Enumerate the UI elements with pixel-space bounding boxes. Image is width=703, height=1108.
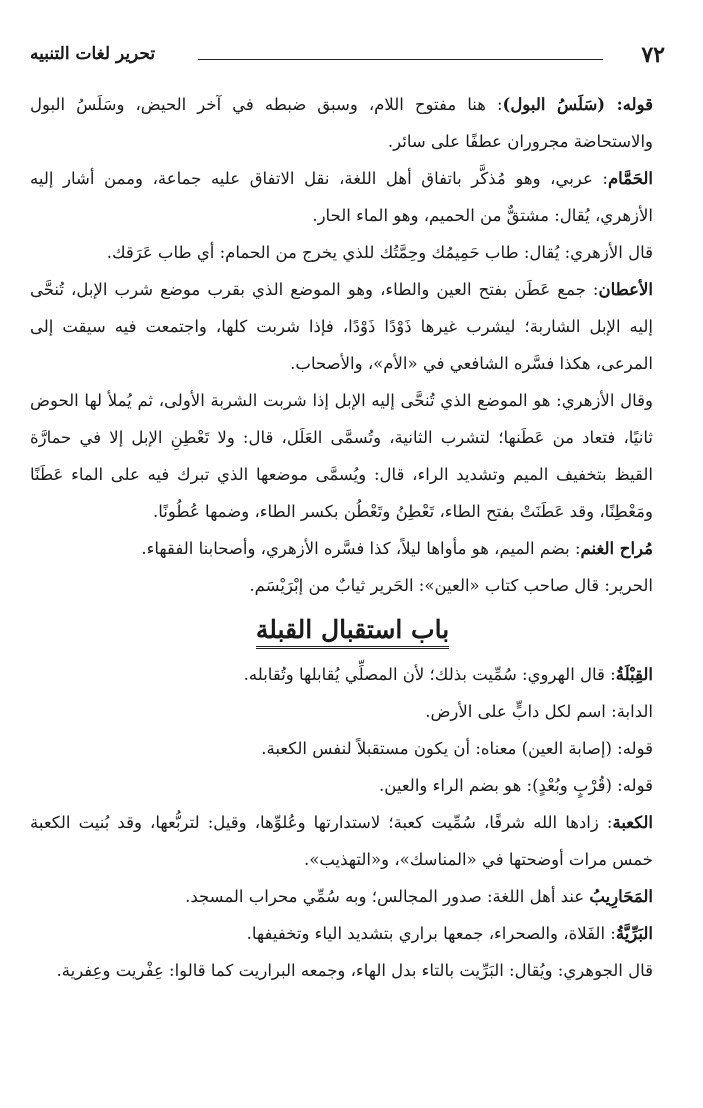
entry-text: قوله: (قُرْبٍ وبُعْدٍ): هو بضم الراء والعين. [379,776,653,795]
entry-text: : جمع عَطَن بفتح العين والطاء، وهو الموضع الذي بقرب موضع شرب الإبل، تُنحَّى إليه الإبل الشاربة؛ ليشرب غيرها ذَوْدًا ذَوْدًا، فإذا شربت كلها، واجتمعت فيه سيقت إلى المرعى، هكذا فسَّره الشافعي في «الأم»، والأصحاب. [30,280,653,373]
entry-term: قوله: (سَلَسُ البول) [502,95,653,114]
paragraph [30,271,675,382]
entry-term: الكعبة [612,813,653,832]
entry-term: القِبْلَةُ [615,665,653,684]
paragraph [30,915,675,952]
entry-text: عند أهل اللغة: صدور المجالس؛ وبه سُمِّي محراب المسجد. [185,887,590,906]
paragraph [30,382,675,530]
entry-text: : قال الهروي: سُمِّيت بذلك؛ لأن المصلِّي يُقابلها وتُقابله. [243,665,616,684]
entry-term: الحَمَّام [607,169,653,188]
paragraph [30,767,675,804]
entry-term: الأعطان [598,280,653,299]
paragraph [30,952,675,989]
page-header [30,42,673,78]
entry-text: قوله: (إصابة العين) معناه: أن يكون مستقبلاً لنفس الكعبة. [261,739,653,758]
header-rule [198,59,603,60]
chapter-title: باب استقبال القبلة [256,615,449,649]
entry-text: : زادها الله شرفًا، سُمِّيت كعبة؛ لاستدارتها وعُلوِّها، وقيل: لتربُّعها، وقد بُنيت الكعبة خمس مرات أوضحتها في «المناسك»، و«التهذيب». [30,813,653,869]
entry-text: قال الجوهري: ويُقال: البَرِّيت بالتاء بدل الهاء، وجمعه البراريت كما قالوا: عِفْريت وعِفرية. [56,961,653,980]
entry-text: : عربي، وهو مُذكَّر باتفاق أهل اللغة، نقل الاتفاق عليه جماعة، وممن أشار إليه الأزهري، يُقال: مشتقٌّ من الحميم، وهو الماء الحار. [30,169,653,225]
paragraph [30,656,675,693]
paragraph [30,86,675,160]
paragraph [30,693,675,730]
entry-term: البَرِّيَّةُ [615,924,653,943]
paragraph [30,234,675,271]
entry-text: قال الأزهري: يُقال: طاب حَمِيمُك وحِمَّتُك للذي يخرج من الحمام: أي طاب عَرَقك. [106,243,653,262]
entry-text: الحرير: قال صاحب كتاب «العين»: الحَرير ثيابٌ من إبْرَيْسَم. [249,576,653,595]
entry-text: : هنا مفتوح اللام، وسبق ضبطه في آخر الحيض، وسَلَسُ البول والاستحاضة مجروران عطفًا على سائر. [30,95,653,151]
paragraph [30,160,675,234]
paragraph [30,567,675,604]
section-purity [30,86,675,604]
paragraph [30,878,675,915]
entry-term: المَحَارِيبُ [589,887,653,906]
page-body [30,86,675,989]
entry-text: وقال الأزهري: هو الموضع الذي تُنحَّى إليه الإبل إذا شربت الشربة الأولى، ثم يُملأ لها الحوض ثانيًا، فتعاد من عَطَنها؛ لتشرب الثانية، وتُسمَّى العَلَل، قال: ولا تَعْطِنِ الإبل إلا في حمارَّة القيظ بتخفيف الميم وتشديد الراء، قال: ويُسمَّى موضعها الذي تبرك فيه على الماء عَطَنًا ومَعْطِنًا، وقد عَطَنَتْ بفتح الطاء، تَعْطِنُ وتَعْطُن بكسر الطاء، وضمها عُطُونًا. [30,391,653,521]
entry-text: الدابة: اسم لكل دابٍّ على الأرض. [425,702,653,721]
paragraph [30,804,675,878]
paragraph [30,530,675,567]
running-title: تحرير لغات التنبيه [30,44,156,64]
page-number: ٧٢ [641,42,665,68]
section-qibla [30,656,675,989]
chapter-heading [30,610,675,650]
paragraph [30,730,675,767]
entry-text: : الفَلاة، والصحراء، جمعها براري بتشديد الياء وتخفيفها. [246,924,616,943]
entry-term: مُراح الغنم [580,539,653,558]
entry-text: : بضم الميم، هو مأواها ليلاً، كذا فسَّره الأزهري، وأصحابنا الفقهاء. [141,539,581,558]
